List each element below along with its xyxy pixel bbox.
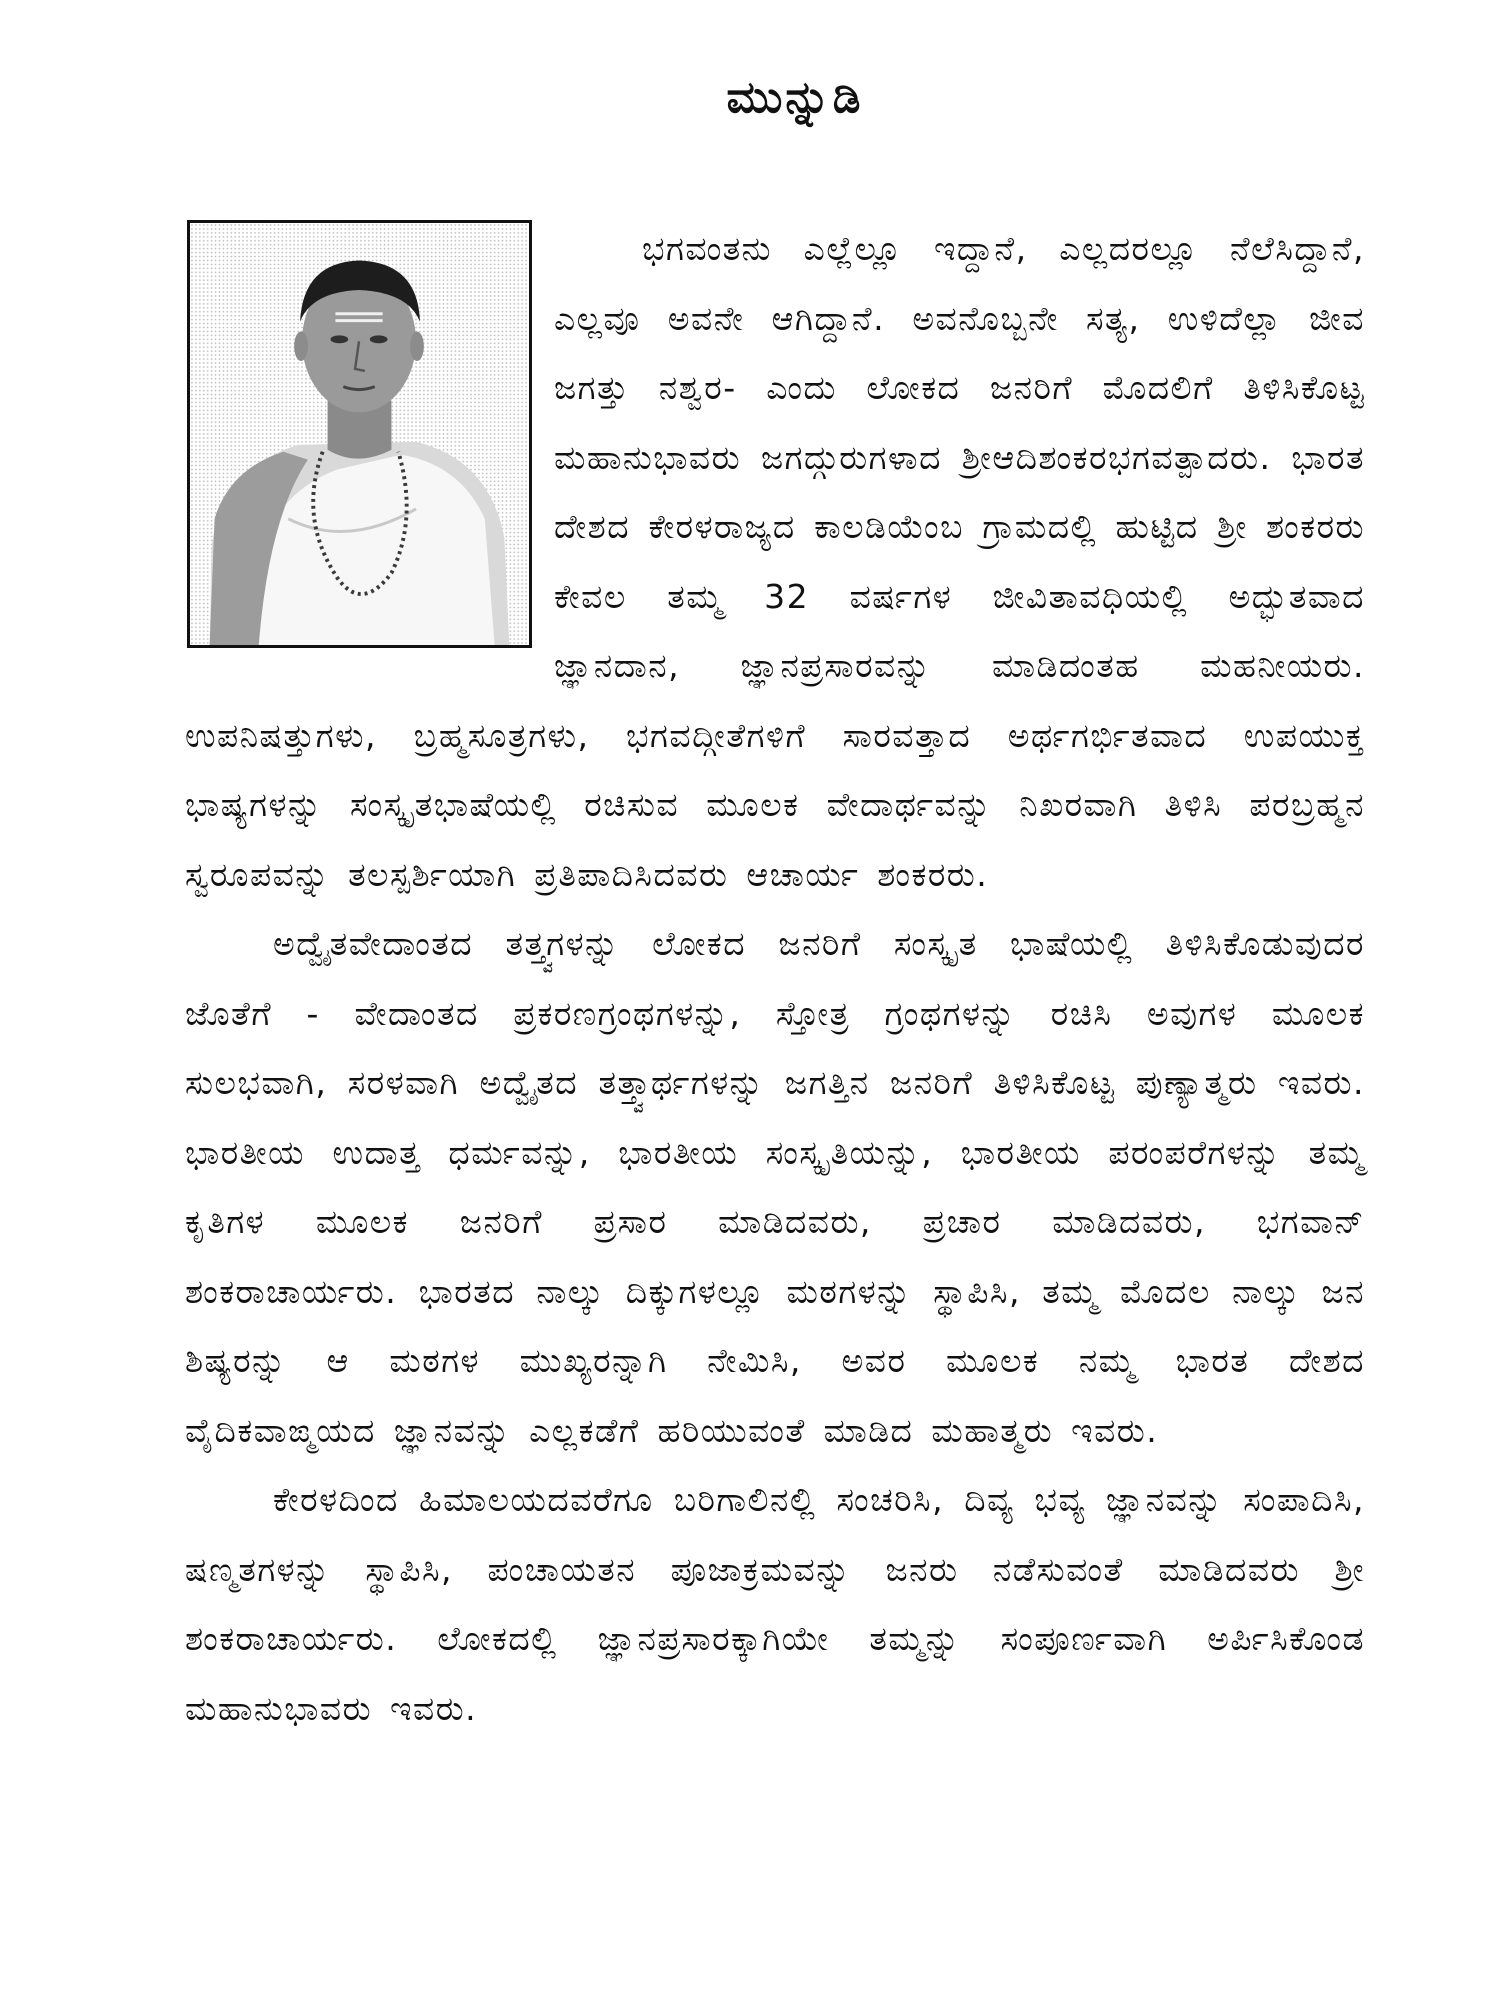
portrait-icon — [190, 223, 529, 645]
page-title: ಮುನ್ನುಡಿ — [726, 72, 864, 123]
portrait-photo — [187, 220, 532, 648]
paragraph-2: ಅದ್ವೈತವೇದಾಂತದ ತತ್ತ್ವಗಳನ್ನು ಲೋಕದ ಜನರಿಗೆ ಸಂಸ್ಕೃತ ಭಾಷೆಯಲ್ಲಿ ತಿಳಿಸಿಕೊಡುವುದರ ಜೊತೆಗೆ - ವೇದಾಂತದ ಪ್ರಕರಣಗ್ರಂಥಗಳನ್ನು, ಸ್ತೋತ್ರ ಗ್ರಂಥಗಳನ್ನು ರಚಿಸಿ ಅವುಗಳ ಮೂಲಕ ಸುಲಭವಾಗಿ, ಸರಳವಾಗಿ ಅದ್ವೈತದ ತತ್ತ್ವಾರ್ಥಗಳನ್ನು ಜಗತ್ತಿನ ಜನರಿಗೆ ತಿಳಿಸಿಕೊಟ್ಟ ಪುಣ್ಯಾತ್ಮರು ಇವರು. ಭಾರತೀಯ ಉದಾತ್ತ ಧರ್ಮವನ್ನು, ಭಾರತೀಯ ಸಂಸ್ಕೃತಿಯನ್ನು, ಭಾರತೀಯ ಪರಂಪರೆಗಳನ್ನು ತಮ್ಮ ಕೃತಿಗಳ ಮೂಲಕ ಜನರಿಗೆ ಪ್ರಸಾರ ಮಾಡಿದವರು, ಪ್ರಚಾರ ಮಾಡಿದವರು, ಭಗವಾನ್ ಶಂಕರಾಚಾರ್ಯರು. ಭಾರತದ ನಾಲ್ಕು ದಿಕ್ಕುಗಳಲ್ಲೂ ಮಠಗಳನ್ನು ಸ್ಥಾಪಿಸಿ, ತಮ್ಮ ಮೊದಲ ನಾಲ್ಕು ಜನ ಶಿಷ್ಯರನ್ನು ಆ ಮಠಗಳ ಮುಖ್ಯರನ್ನಾಗಿ ನೇಮಿಸಿ, ಅವರ ಮೂಲಕ ನಮ್ಮ ಭಾರತ ದೇಶದ ವೈದಿಕವಾಙ್ಮಯದ ಜ್ಞಾನವನ್ನು ಎಲ್ಲಕಡೆಗೆ ಹರಿಯುವಂತೆ ಮಾಡಿದ ಮಹಾತ್ಮರು ಇವರು. — [185, 924, 1365, 1450]
document-body — [185, 214, 1365, 1743]
paragraph-3: ಕೇರಳದಿಂದ ಹಿಮಾಲಯದವರೆಗೂ ಬರಿಗಾಲಿನಲ್ಲಿ ಸಂಚರಿಸಿ, ದಿವ್ಯ ಭವ್ಯ ಜ್ಞಾನವನ್ನು ಸಂಪಾದಿಸಿ, ಷಣ್ಮತಗಳನ್ನು ಸ್ಥಾಪಿಸಿ, ಪಂಚಾಯತನ ಪೂಜಾಕ್ರಮವನ್ನು ಜನರು ನಡೆಸುವಂತೆ ಮಾಡಿದವರು ಶ್ರೀ ಶಂಕರಾಚಾರ್ಯರು. ಲೋಕದಲ್ಲಿ ಜ್ಞಾನಪ್ರಸಾರಕ್ಕಾಗಿಯೇ ತಮ್ಮನ್ನು ಸಂಪೂರ್ಣವಾಗಿ ಅರ್ಪಿಸಿಕೊಂಡ ಮಹಾನುಭಾವರು ಇವರು. — [185, 1480, 1365, 1728]
paragraph-1: ಭಗವಂತನು ಎಲ್ಲೆಲ್ಲೂ ಇದ್ದಾನೆ, ಎಲ್ಲದರಲ್ಲೂ ನೆಲೆಸಿದ್ದಾನೆ, ಎಲ್ಲವೂ ಅವನೇ ಆಗಿದ್ದಾನೆ. ಅವನೊಬ್ಬನೇ ಸತ್ಯ, ಉಳಿದೆಲ್ಲಾ ಜೀವ ಜಗತ್ತು ನಶ್ವರ- ಎಂದು ಲೋಕದ ಜನರಿಗೆ ಮೊದಲಿಗೆ ತಿಳಿಸಿಕೊಟ್ಟ ಮಹಾನುಭಾವರು ಜಗದ್ಗುರುಗಳಾದ ಶ್ರೀಆದಿಶಂಕರಭಗವತ್ಪಾದರು. ಭಾರತ ದೇಶದ ಕೇರಳರಾಜ್ಯದ ಕಾಲಡಿಯೆಂಬ ಗ್ರಾಮದಲ್ಲಿ ಹುಟ್ಟಿದ ಶ್ರೀ ಶಂಕರರು ಕೇವಲ ತಮ್ಮ 32 ವರ್ಷಗಳ ಜೀವಿತಾವಧಿಯಲ್ಲಿ ಅದ್ಭುತವಾದ ಜ್ಞಾನದಾನ, ಜ್ಞಾನಪ್ರಸಾರವನ್ನು ಮಾಡಿದಂತಹ ಮಹನೀಯರು. ಉಪನಿಷತ್ತುಗಳು, ಬ್ರಹ್ಮಸೂತ್ರಗಳು, ಭಗವದ್ಗೀತೆಗಳಿಗೆ ಸಾರವತ್ತಾದ ಅರ್ಥಗರ್ಭಿತವಾದ ಉಪಯುಕ್ತ ಭಾಷ್ಯಗಳನ್ನು ಸಂಸ್ಕೃತಭಾಷೆಯಲ್ಲಿ ರಚಿಸುವ ಮೂಲಕ ವೇದಾರ್ಥವನ್ನು ನಿಖರವಾಗಿ ತಿಳಿಸಿ ಪರಬ್ರಹ್ಮನ ಸ್ವರೂಪವನ್ನು ತಲಸ್ಪರ್ಶಿಯಾಗಿ ಪ್ರತಿಪಾದಿಸಿದವರು ಆಚಾರ್ಯ ಶಂಕರರು. — [185, 229, 1365, 894]
